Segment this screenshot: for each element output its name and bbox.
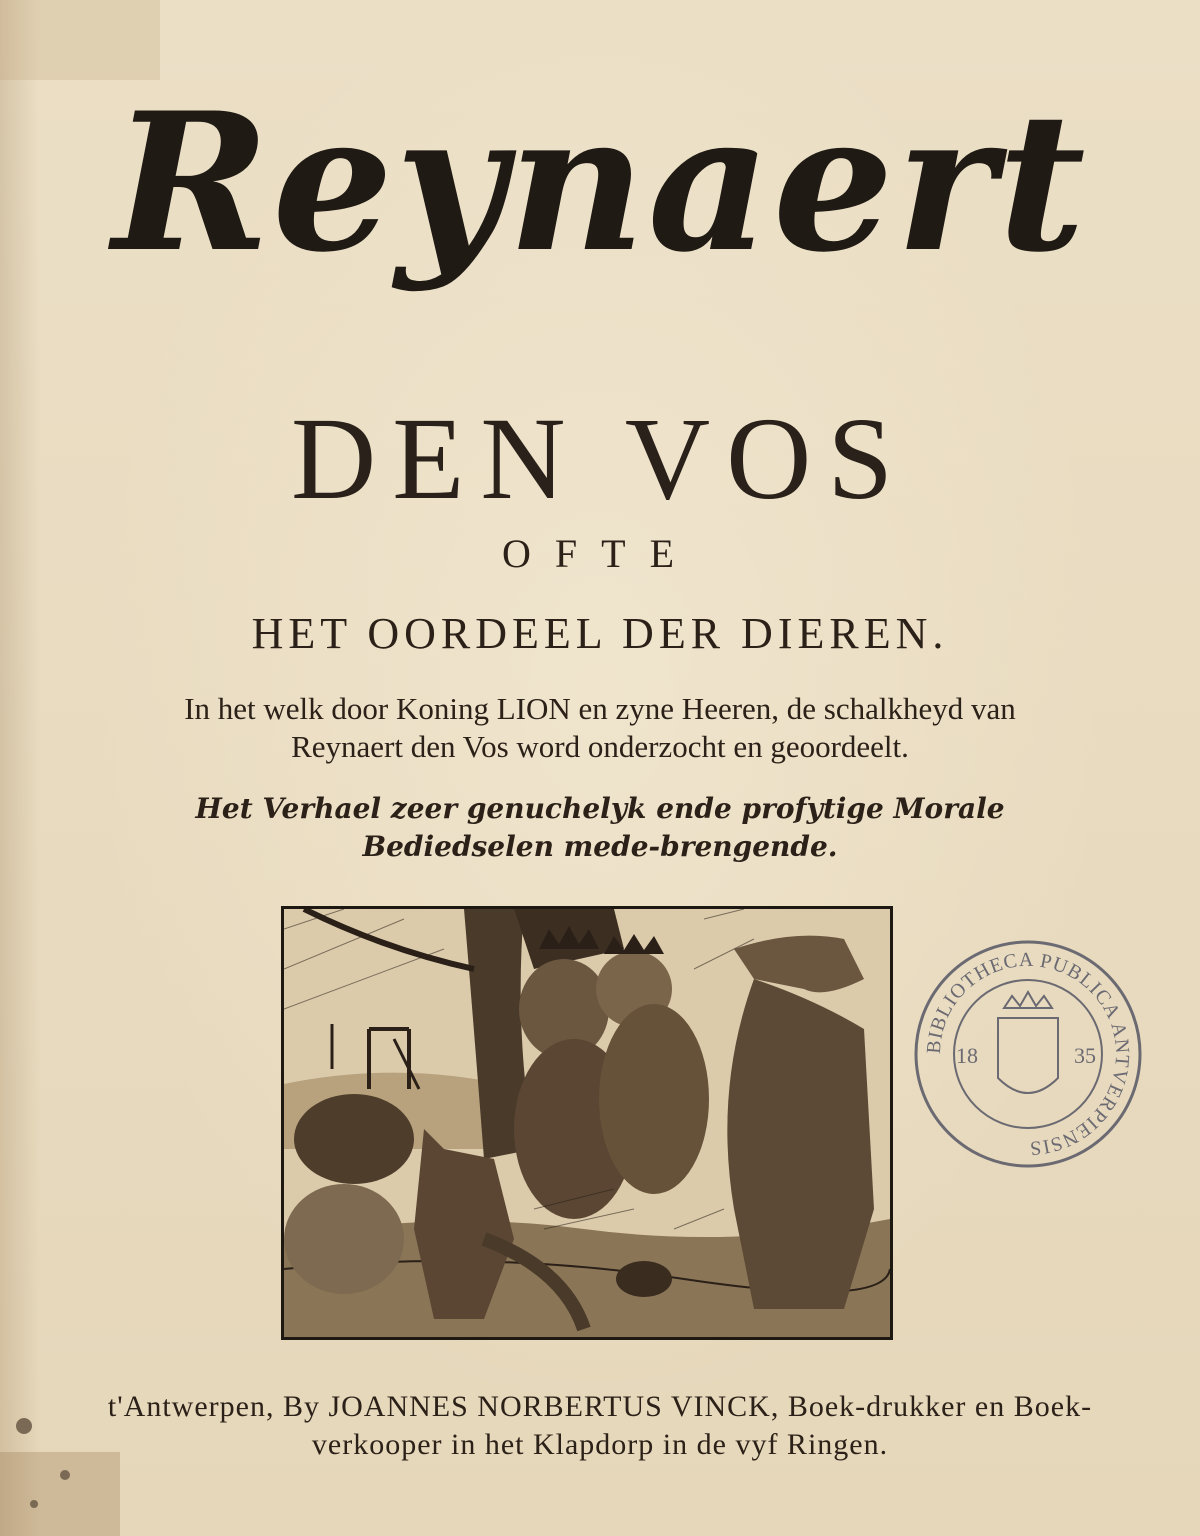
blackletter-line-1: Het Verhael zeer genuchelyk ende profytige Morale — [195, 792, 1005, 825]
stamp-year-left: 18 — [956, 1043, 978, 1068]
library-stamp-seal — [912, 938, 1144, 1170]
imprint-line-2: verkooper in het Klapdorp in de vyf Ringen. — [311, 1428, 889, 1461]
blackletter-block — [0, 790, 1200, 866]
wormhole-mark — [30, 1500, 38, 1508]
imprint-block — [0, 1388, 1200, 1464]
library-stamp — [912, 938, 1144, 1170]
wormhole-mark — [60, 1470, 70, 1480]
woodcut-scene-image — [284, 909, 890, 1337]
torn-corner — [0, 1452, 120, 1536]
woodcut-illustration — [281, 906, 893, 1340]
stamp-ring-text: BIBLIOTHECA PUBLICA ANTVERPIENSIS — [922, 948, 1134, 1160]
subtitle-ofte: OFTE — [502, 531, 698, 576]
subtitle-den-vos: DEN VOS — [291, 393, 909, 524]
description-line-1: In het welk door Koning LION en zyne Heeren, de schalkheyd van — [184, 691, 1016, 726]
title-reynaert: Reynaert — [112, 71, 1088, 294]
paper-stain — [0, 0, 160, 80]
description-line-2: Reynaert den Vos word onderzocht en geoordeelt. — [291, 729, 909, 764]
imprint-line-1: t'Antwerpen, By JOANNES NORBERTUS VINCK, Boek-drukker en Boek- — [107, 1390, 1093, 1423]
blackletter-line-2: Bediedselen mede-brengende. — [362, 830, 838, 863]
description-block — [0, 690, 1200, 766]
subtitle-oordeel: HET OORDEEL DER DIEREN. — [251, 609, 949, 658]
wormhole-mark — [16, 1418, 32, 1434]
stamp-year-right: 35 — [1074, 1043, 1096, 1068]
